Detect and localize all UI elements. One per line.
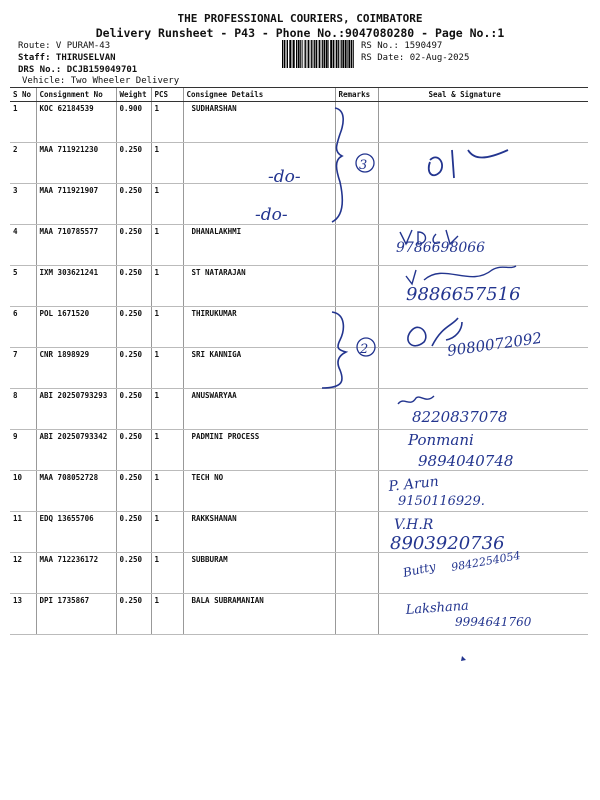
table-row (10, 143, 588, 184)
cell-weight: 0.250 (116, 389, 151, 430)
barcode-bar (313, 40, 314, 68)
cell-pcs: 1 (151, 266, 183, 307)
cell-remarks (335, 389, 378, 430)
cell-weight: 0.250 (116, 348, 151, 389)
cell-weight: 0.250 (116, 430, 151, 471)
barcode-bar (286, 40, 287, 68)
name-row-13: Lakshana (405, 598, 470, 618)
cell-consignee (183, 143, 335, 184)
table-row (10, 307, 588, 348)
table-row (10, 553, 588, 594)
barcode-bar (326, 40, 328, 68)
cell-consignee: SRI KANNIGA (183, 348, 335, 389)
table-header-row (10, 88, 588, 102)
rs-date: RS Date: 02-Aug-2025 (361, 53, 470, 63)
barcode-bar (342, 40, 344, 68)
table-row (10, 102, 588, 143)
cell-weight: 0.250 (116, 184, 151, 225)
barcode-bar (341, 40, 342, 68)
barcode-bar (296, 40, 297, 68)
cell-weight: 0.250 (116, 471, 151, 512)
cell-remarks (335, 471, 378, 512)
phone-row-13: 9994641760 (455, 615, 532, 629)
cell-consignment: KOC 62184539 (36, 102, 116, 143)
cell-consignment: ABI 20250793342 (36, 430, 116, 471)
cell-consignee: PADMINI PROCESS (183, 430, 335, 471)
cell-sno: 4 (10, 225, 36, 266)
cell-remarks (335, 430, 378, 471)
name-row-11: V.H.R (394, 517, 434, 533)
barcode-bar (311, 40, 312, 68)
group-count-1: 3 (359, 158, 368, 173)
barcode-bar (287, 40, 288, 68)
phone-row-5: 9886657516 (406, 284, 521, 305)
barcode-bar (289, 40, 291, 68)
ditto-row-3: -do- (255, 205, 288, 225)
cell-remarks (335, 307, 378, 348)
phone-row-4: 9786698066 (396, 240, 486, 256)
table-row (10, 594, 588, 635)
cell-consignee: BALA SUBRAMANIAN (183, 594, 335, 635)
cell-consignee: ANUSWARYAA (183, 389, 335, 430)
barcode-image (282, 40, 354, 68)
barcode-bar (284, 40, 285, 68)
barcode-bar (328, 40, 329, 68)
cell-sno: 11 (10, 512, 36, 553)
cell-sno: 10 (10, 471, 36, 512)
cell-signature (378, 594, 588, 635)
rs-number: RS No.: 1590497 (361, 41, 443, 51)
col-header-weight: Weight (116, 88, 151, 102)
barcode-bar (348, 40, 350, 68)
vehicle-label: Vehicle: Two Wheeler Delivery (22, 76, 180, 86)
cell-signature (378, 266, 588, 307)
cell-pcs: 1 (151, 553, 183, 594)
ink-mark (461, 656, 466, 661)
phone-row-10: 9150116929. (398, 494, 485, 509)
cell-consignee: RAKKSHANAN (183, 512, 335, 553)
phone-row-9: 9894040748 (418, 452, 514, 470)
barcode-bar (322, 40, 323, 68)
cell-consignment: ABI 20250793293 (36, 389, 116, 430)
cell-signature (378, 225, 588, 266)
cell-pcs: 1 (151, 348, 183, 389)
barcode-bar (324, 40, 326, 68)
cell-consignee: DHANALAKHMI (183, 225, 335, 266)
cell-pcs: 1 (151, 389, 183, 430)
cell-signature (378, 102, 588, 143)
cell-consignment: MAA 711921230 (36, 143, 116, 184)
cell-weight: 0.250 (116, 307, 151, 348)
cell-consignee (183, 184, 335, 225)
cell-weight: 0.900 (116, 102, 151, 143)
cell-sno: 2 (10, 143, 36, 184)
cell-sno: 3 (10, 184, 36, 225)
cell-consignment: MAA 710785577 (36, 225, 116, 266)
phone-row-8: 8220837078 (412, 408, 508, 426)
name-row-9: Ponmani (408, 431, 474, 449)
cell-pcs: 1 (151, 594, 183, 635)
table-row (10, 184, 588, 225)
cell-consignment: MAA 712236172 (36, 553, 116, 594)
staff-label: Staff: THIRUSELVAN (18, 53, 116, 63)
cell-consignment: MAA 711921907 (36, 184, 116, 225)
cell-consignment: CNR 1898929 (36, 348, 116, 389)
barcode-bar (338, 40, 339, 68)
cell-signature (378, 348, 588, 389)
phone-row-12: 9842254054 (450, 548, 522, 574)
cell-sno: 1 (10, 102, 36, 143)
cell-signature (378, 184, 588, 225)
table-row (10, 225, 588, 266)
barcode-bar (353, 40, 354, 68)
col-header-pcs: PCS (151, 88, 183, 102)
cell-signature (378, 389, 588, 430)
barcode-bar (314, 40, 315, 68)
phone-row-7: 9080072092 (446, 328, 544, 360)
cell-consignment: DPI 1735867 (36, 594, 116, 635)
barcode-bar (330, 40, 332, 68)
table-row (10, 389, 588, 430)
cell-consignment: EDQ 13655706 (36, 512, 116, 553)
cell-signature (378, 512, 588, 553)
cell-weight: 0.250 (116, 512, 151, 553)
cell-signature (378, 471, 588, 512)
cell-pcs: 1 (151, 471, 183, 512)
barcode-bar (333, 40, 335, 68)
company-title: THE PROFESSIONAL COURIERS, COIMBATORE (177, 12, 423, 25)
name-row-12: Butty (401, 559, 437, 580)
runsheet-table (10, 87, 588, 635)
barcode-bar (300, 40, 301, 68)
cell-remarks (335, 143, 378, 184)
cell-weight: 0.250 (116, 594, 151, 635)
col-header-sno: S No (10, 88, 36, 102)
cell-remarks (335, 225, 378, 266)
cell-sno: 13 (10, 594, 36, 635)
barcode-bar (302, 40, 303, 68)
cell-remarks (335, 348, 378, 389)
col-header-remarks: Remarks (335, 88, 378, 102)
barcode-bar (282, 40, 283, 68)
barcode-bar (316, 40, 318, 68)
barcode-bar (292, 40, 293, 68)
cell-consignment: POL 1671520 (36, 307, 116, 348)
cell-sno: 9 (10, 430, 36, 471)
ditto-row-2: -do- (268, 167, 301, 187)
table-row (10, 430, 588, 471)
barcode-bar (336, 40, 338, 68)
cell-pcs: 1 (151, 102, 183, 143)
cell-signature (378, 307, 588, 348)
phone-row-11: 8903920736 (390, 533, 505, 554)
cell-sno: 12 (10, 553, 36, 594)
cell-remarks (335, 266, 378, 307)
table-row (10, 348, 588, 389)
route-label: Route: V PURAM-43 (18, 41, 111, 51)
cell-weight: 0.250 (116, 143, 151, 184)
cell-signature (378, 430, 588, 471)
barcode-bar (308, 40, 310, 68)
cell-consignment: IXM 303621241 (36, 266, 116, 307)
drs-label: DRS No.: DCJB159049701 (18, 65, 138, 75)
cell-consignee: SUDHARSHAN (183, 102, 335, 143)
cell-consignment: MAA 708052728 (36, 471, 116, 512)
cell-pcs: 1 (151, 184, 183, 225)
table-row (10, 512, 588, 553)
cell-remarks (335, 184, 378, 225)
cell-consignee: ST NATARAJAN (183, 266, 335, 307)
barcode-bar (347, 40, 348, 68)
barcode-bar (319, 40, 321, 68)
cell-remarks (335, 553, 378, 594)
barcode-bar (351, 40, 352, 68)
runsheet-subtitle: Delivery Runsheet - P43 - Phone No.:9047080280 - Page No.:1 (95, 26, 505, 40)
col-header-signature: Seal & Signature (378, 88, 588, 102)
cell-sno: 6 (10, 307, 36, 348)
col-header-consignment: Consignment No (36, 88, 116, 102)
cell-remarks (335, 102, 378, 143)
barcode-bar (293, 40, 295, 68)
table-row (10, 266, 588, 307)
barcode-bar (298, 40, 300, 68)
cell-signature (378, 553, 588, 594)
barcode-bar (345, 40, 347, 68)
cell-weight: 0.250 (116, 553, 151, 594)
cell-remarks (335, 512, 378, 553)
cell-pcs: 1 (151, 143, 183, 184)
cell-pcs: 1 (151, 225, 183, 266)
table-row (10, 471, 588, 512)
cell-weight: 0.250 (116, 266, 151, 307)
cell-sno: 5 (10, 266, 36, 307)
barcode-bar (305, 40, 306, 68)
cell-sno: 7 (10, 348, 36, 389)
col-header-consignee: Consignee Details (183, 88, 335, 102)
cell-pcs: 1 (151, 307, 183, 348)
group-count-2: 2 (360, 342, 369, 357)
cell-weight: 0.250 (116, 225, 151, 266)
cell-sno: 8 (10, 389, 36, 430)
cell-pcs: 1 (151, 430, 183, 471)
cell-remarks (335, 594, 378, 635)
cell-pcs: 1 (151, 512, 183, 553)
cell-consignee: TECH NO (183, 471, 335, 512)
name-row-10: P. Arun (387, 473, 440, 495)
cell-signature (378, 143, 588, 184)
barcode-bar (304, 40, 305, 68)
cell-consignee: THIRUKUMAR (183, 307, 335, 348)
cell-consignee: SUBBURAM (183, 553, 335, 594)
